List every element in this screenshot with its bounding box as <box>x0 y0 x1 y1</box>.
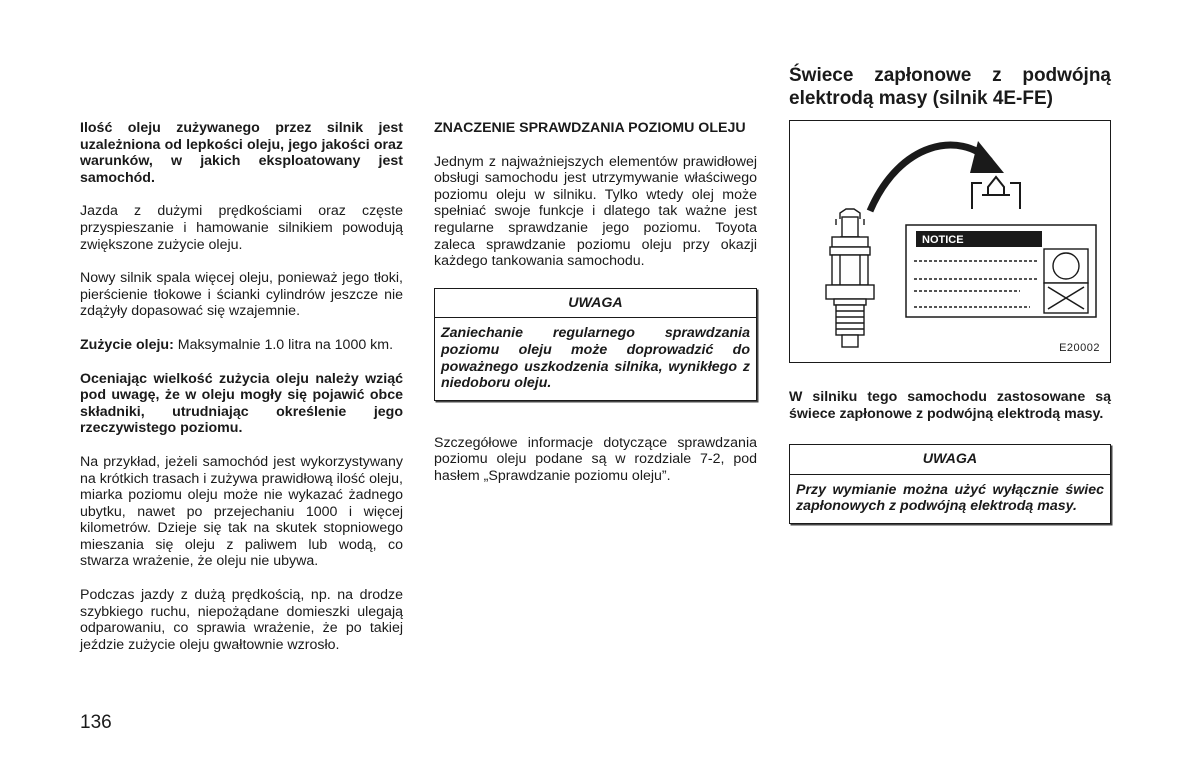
column-middle <box>434 120 757 485</box>
paragraph: Oceniając wielkość zużycia oleju należy wziąć pod uwagę, że w oleju mogły się pojawić obce składniki, utrudniając określenie jego rzeczywistego poziomu. <box>80 370 403 437</box>
paragraph: Szczegółowe informacje dotyczące sprawdzania poziomu oleju podane są w rozdziale 7-2, pod hasłem „Sprawdzanie poziomu oleju”. <box>434 434 757 484</box>
notice-label: NOTICE <box>922 234 964 246</box>
column-left <box>80 120 403 653</box>
paragraph: Nowy silnik spala więcej oleju, ponieważ jego tłoki, pierścienie tłokowe i ścianki cylindrów jeszcze nie zdążyły dopasować się wzajemnie. <box>80 270 403 320</box>
paragraph: Jazda z dużymi prędkościami oraz częste przyspieszanie i hamowanie silnikiem powodują zwiększone zużycie oleju. <box>80 203 403 253</box>
oil-consumption-value: Maksymalnie 1.0 litra na 1000 km. <box>173 336 394 353</box>
section-heading: Świece zapłonowe z podwójną elektrodą masy (silnik 4E-FE) <box>789 65 1111 109</box>
warning-text: Zaniechanie regularnego sprawdzania poziomu oleju może doprowadzić do poważnego uszkodzenia silnika, wynikłego z niedoboru oleju. <box>441 325 750 392</box>
paragraph: Podczas jazdy z dużą prędkością, np. na drodze szybkiego ruchu, niepożądane domieszki ulegają odparowaniu, co sprawia wrażenie, że po takiej jeździe zużycie oleju gwałtownie wzrosło. <box>80 587 403 653</box>
spark-plug-illustration <box>790 121 1110 362</box>
oil-consumption-line <box>80 337 403 354</box>
warning-title: UWAGA <box>435 289 756 319</box>
column-right <box>789 64 1111 524</box>
oil-consumption-label: Zużycie oleju: <box>80 336 174 353</box>
warning-box <box>789 444 1111 524</box>
warning-text: Przy wymianie można użyć wyłącznie świec zapłonowych z podwójną elektrodą masy. <box>796 481 1104 515</box>
figure-code: E20002 <box>1059 342 1100 355</box>
section-heading: ZNACZENIE SPRAWDZANIA POZIOMU OLEJU <box>434 120 746 136</box>
paragraph: Ilość oleju zużywanego przez silnik jest uzależniona od lepkości oleju, jego jakości oraz warunków, w jakich eksploatowany jest samochód. <box>80 120 403 186</box>
warning-title: UWAGA <box>790 445 1110 475</box>
paragraph: Na przykład, jeżeli samochód jest wykorzystywany na krótkich trasach i zużywa prawidłową ilość oleju, miarka poziomu oleju może nie wykazać żadnego ubytku, nawet po przejechaniu 1000 i więcej kilometrów. Dzieje się tak na skutek stopniowego mieszania się oleju z paliwem lub wodą, co stwarza wrażenie, że oleju nie ubywa. <box>80 453 403 570</box>
page-number: 136 <box>80 712 112 733</box>
spark-plug-figure <box>789 120 1111 363</box>
warning-box <box>434 288 757 401</box>
paragraph: W silniku tego samochodu zastosowane są świece zapłonowe z podwójną elektrodą masy. <box>789 389 1111 422</box>
paragraph: Jednym z najważniejszych elementów prawidłowej obsługi samochodu jest utrzymywanie właściwego poziomu oleju w silniku. Tylko wtedy olej może spełniać swoje funkcje i dlatego tak ważne jest regularne sprawdzanie jego poziomu. Toyota zaleca sprawdzanie poziomu oleju przy okazji każdego tankowania samochodu. <box>434 153 757 270</box>
